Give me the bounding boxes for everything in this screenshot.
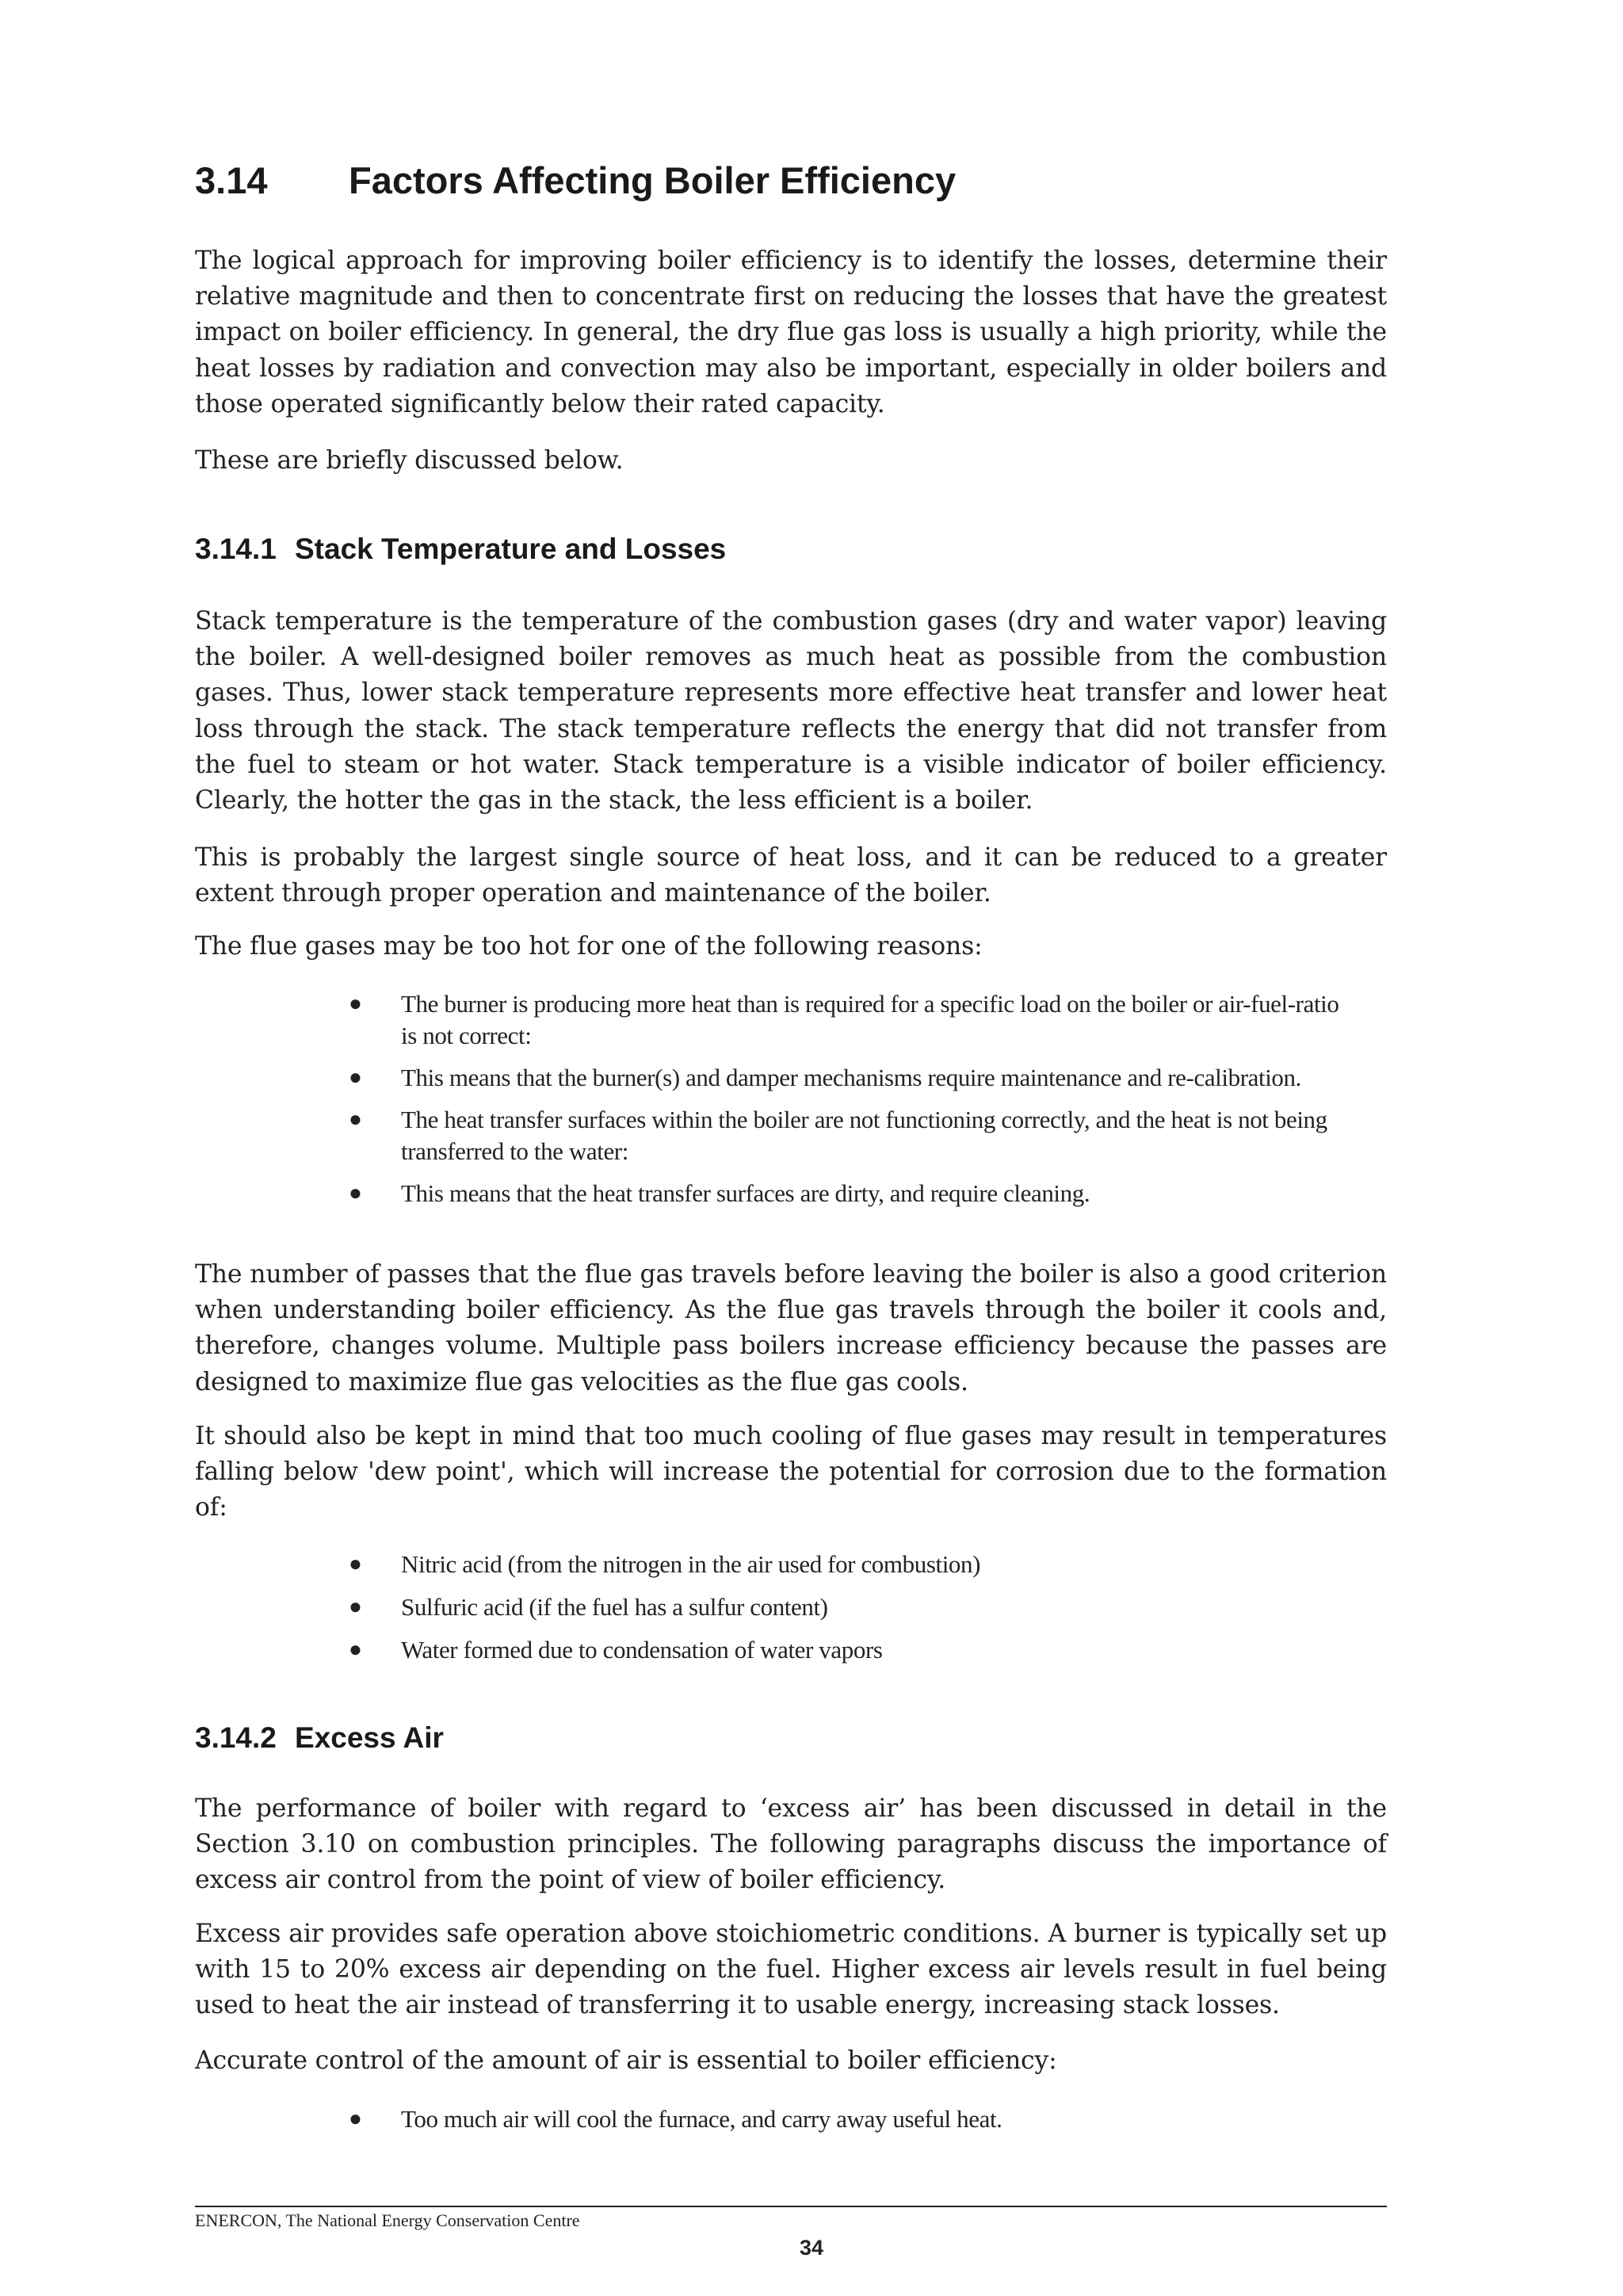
list-item: ● Too much air will cool the furnace, and carry away useful heat. [195,2103,1387,2135]
list-item: ● The burner is producing more heat than is required for a specific load on the boiler or air-fuel-ratio is not correct: [349,990,1339,1049]
list-item: ● This means that the burner(s) and damper mechanisms require maintenance and re-calibration. [195,1062,1387,1094]
excess-paragraph-1: The performance of boiler with regard to ‘excess air’ has been discussed in detail in the Section 3.10 on combustion principles. The following paragraphs discuss the importance of excess air control from the point of view of boiler efficiency. [195,1794,1387,1895]
stack-paragraph-5: It should also be kept in mind that too much cooling of flue gases may result in temperatures falling below 'dew point', which will increase the potential for corrosion due to the formation of: [195,1422,1387,1522]
list-item: ● Water formed due to condensation of water vapors [195,1634,1387,1666]
section-title: Factors Affecting Boiler Efficiency [349,159,957,201]
bullet-icon: ● [349,991,362,1016]
subsection-title: Stack Temperature and Losses [295,533,727,565]
stack-paragraph-1: Stack temperature is the temperature of the combustion gases (dry and water vapor) leaving the boiler. A well-designed boiler removes as much heat as possible from the combustion gases. Thus, lower stack temperature represents more effective heat transfer and lower heat loss through the stack. The stack temperature reflects the energy that did not transfer from the fuel to steam or hot water. Stack temperature is a visible indicator of boiler efficiency. Clearly, the hotter the gas in the stack, the less efficient is a boiler. [195,607,1387,816]
reasons-list [195,988,1387,1209]
bullet-icon: ● [349,1107,362,1132]
section-number: 3.14 [195,159,268,201]
stack-paragraph-2: This is probably the largest single source of heat loss, and it can be reduced to a greater extent through proper operation and maintenance of the boiler. [195,843,1387,908]
list-item: ● Sulfuric acid (if the fuel has a sulfur content) [195,1591,1387,1623]
bullet-icon: ● [349,1181,362,1205]
excess-paragraph-2: Excess air provides safe operation above stoichiometric conditions. A burner is typically set up with 15 to 20% excess air depending on the fuel. Higher excess air levels result in fuel being used to heat the air instead of transferring it to usable energy, increasing stack losses. [195,1920,1387,2020]
bullet-icon: ● [349,1595,362,1619]
subsection-number: 3.14.1 [195,533,277,565]
corrosion-list [195,1549,1387,1666]
subsection-heading-excess-air [195,1720,444,1756]
list-item: ● The heat transfer surfaces within the boiler are not functioning correctly, and the heat is not being transferred to the water: [349,1106,1327,1165]
stack-paragraph-3: The flue gases may be too hot for one of the following reasons: [195,932,983,961]
bullet-icon: ● [349,1637,362,1662]
subsection-heading-stack [195,531,726,567]
footer-rule [195,2206,1387,2207]
excess-paragraph-3: Accurate control of the amount of air is essential to boiler efficiency: [195,2046,1057,2075]
excess-points-list [195,2103,1387,2135]
list-item: ● Nitric acid (from the nitrogen in the air used for combustion) [195,1549,1387,1580]
section-heading [195,157,956,204]
page-number: 34 [799,2236,824,2260]
intro-note: These are briefly discussed below. [195,446,624,475]
intro-paragraph: The logical approach for improving boiler efficiency is to identify the losses, determine their relative magnitude and then to concentrate first on reducing the losses that have the greatest impact on boiler efficiency. In general, the dry flue gas loss is usually a high priority, while the heat losses by radiation and convection may also be important, especially in older boilers and those operated significantly below their rated capacity. [195,246,1387,418]
bullet-icon: ● [349,1065,362,1090]
footer-organization: ENERCON, The National Energy Conservation Centre [195,2210,580,2230]
subsection-number: 3.14.2 [195,1721,277,1754]
bullet-icon: ● [349,1552,362,1576]
stack-paragraph-4: The number of passes that the flue gas travels before leaving the boiler is also a good criterion when understanding boiler efficiency. As the flue gas travels through the boiler it cools and, therefore, changes volume. Multiple pass boilers increase efficiency because the passes are designed to maximize flue gas velocities as the flue gas cools. [195,1260,1387,1396]
list-item: ● This means that the heat transfer surfaces are dirty, and require cleaning. [195,1178,1387,1209]
bullet-icon: ● [349,2107,362,2131]
subsection-title: Excess Air [295,1721,444,1754]
